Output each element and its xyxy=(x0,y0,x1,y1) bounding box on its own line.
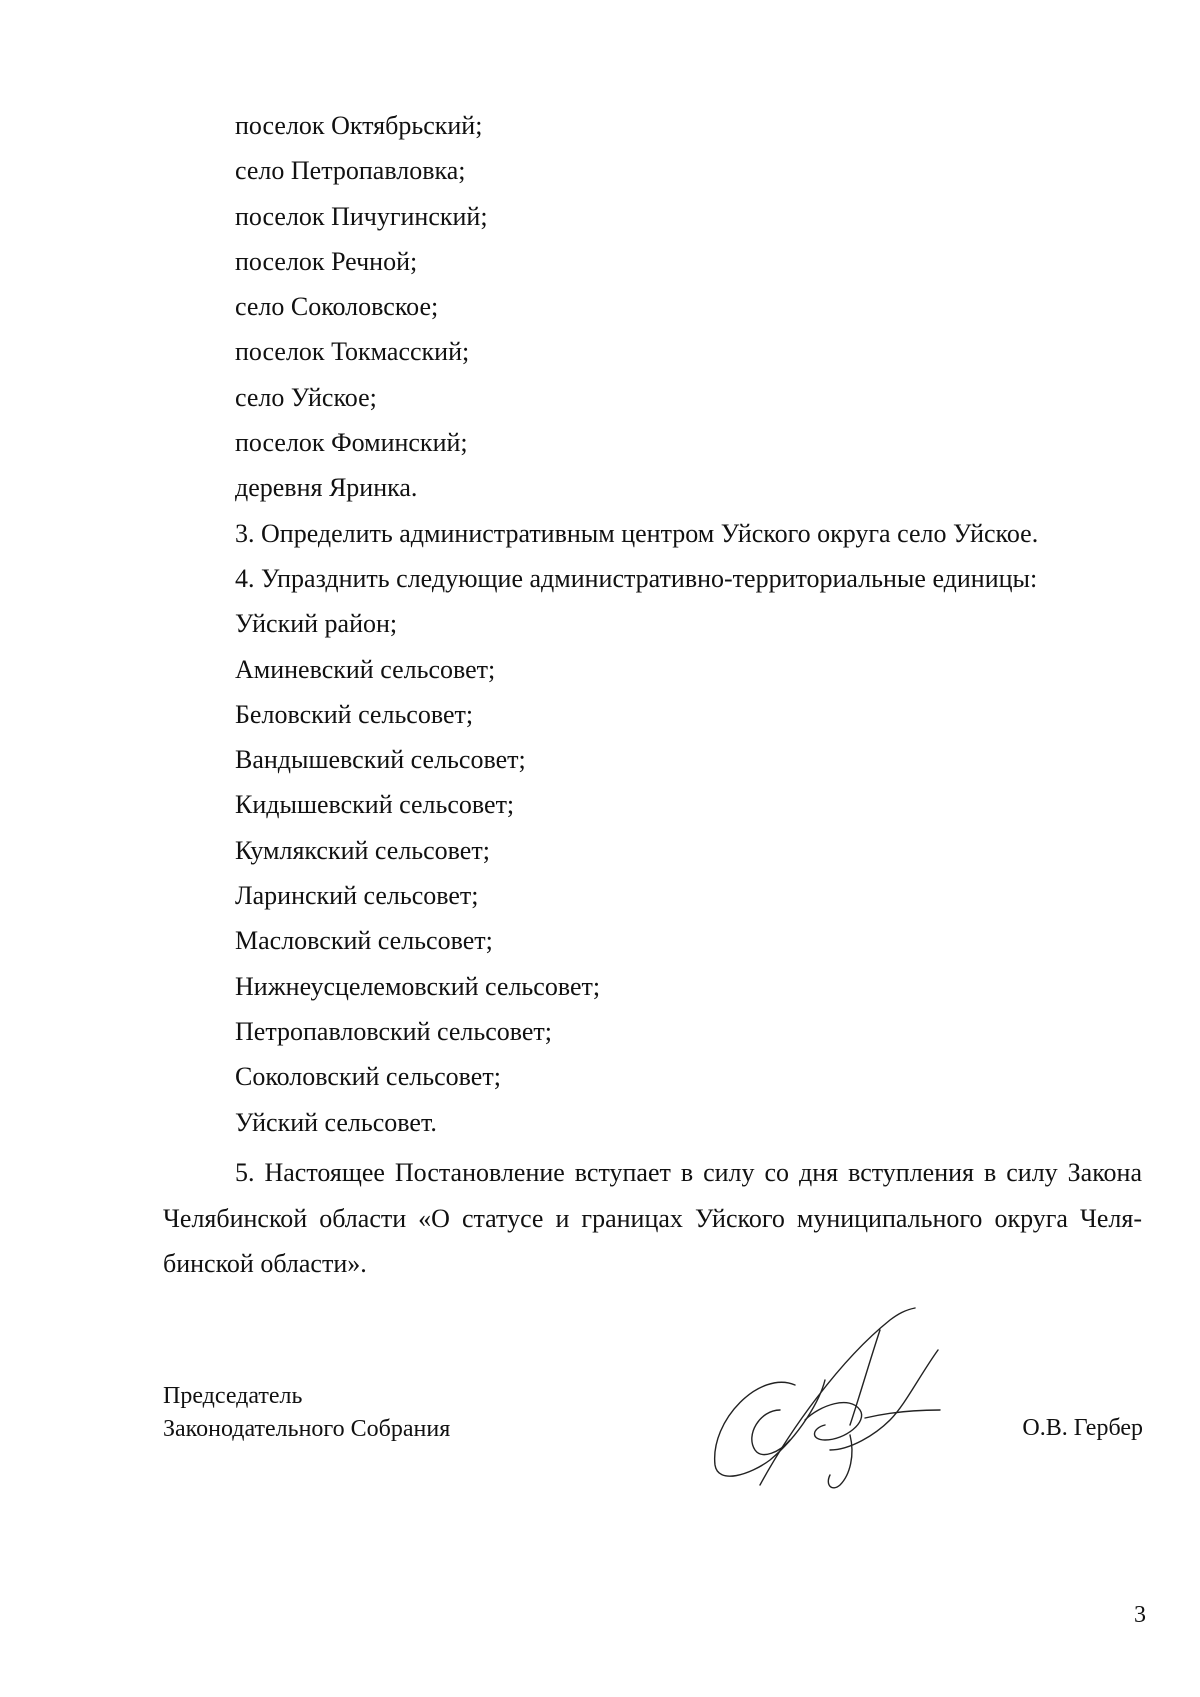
list-item: поселок Токмасский; xyxy=(235,337,470,367)
list-item: поселок Фоминский; xyxy=(235,428,468,458)
list-item: Петропавловский сельсовет; xyxy=(235,1016,553,1046)
list-item: Кумлякский сельсовет; xyxy=(235,835,490,865)
signatory-title-line-2: Законодательного Собрания xyxy=(163,1416,451,1442)
signatory-title xyxy=(163,1380,450,1446)
list-item: Нижнеусцелемовский сельсовет; xyxy=(235,971,601,1001)
list-item: поселок Октябрьский; xyxy=(235,111,483,140)
signature-icon xyxy=(700,1300,970,1500)
signatory-name: О.В. Гербер xyxy=(1022,1415,1143,1441)
list-item: село Соколовское; xyxy=(235,292,439,322)
list-item: Беловский сельсовет; xyxy=(235,699,474,729)
list-item: Уйский сельсовет. xyxy=(235,1107,437,1137)
list-item: поселок Пичугинский; xyxy=(235,201,488,231)
list-item: Вандышевский сельсовет; xyxy=(235,745,526,775)
list-item: деревня Яринка. xyxy=(235,473,418,503)
list-item: 3. Определить административным центром Уйского округа село Уйское. xyxy=(235,518,1039,548)
list-item: Кидышевский сельсовет; xyxy=(235,790,515,820)
list-item: село Петропавловка; xyxy=(235,156,466,186)
list-item: Ларинский сельсовет; xyxy=(235,881,479,911)
list-item: Уйский район; xyxy=(235,609,398,639)
territory-list xyxy=(235,103,1038,1145)
list-item: поселок Речной; xyxy=(235,246,418,276)
list-item: Соколовский сельсовет; xyxy=(235,1062,501,1092)
list-item: Масловский сельсовет; xyxy=(235,926,493,956)
signatory-title-line-1: Председатель xyxy=(163,1383,303,1409)
list-item: Аминевский сельсовет; xyxy=(235,654,496,684)
list-item: 4. Упразднить следующие административно-территориальные единицы: xyxy=(235,563,1038,593)
paragraph-5: 5. Настоящее Постановление вступает в силу со дня вступления в силу Закона Челябинской области «О статусе и границах Уйского муниципального округа Челя-бинской области». xyxy=(163,1158,1142,1278)
list-item: село Уйское; xyxy=(235,382,377,412)
page-number: 3 xyxy=(1134,1602,1146,1628)
